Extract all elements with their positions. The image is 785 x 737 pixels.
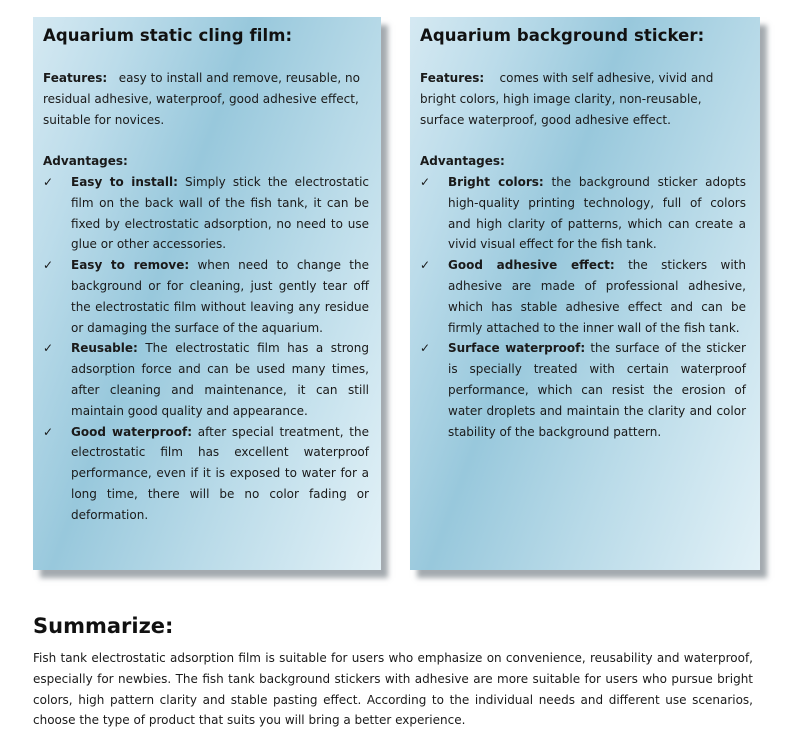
- item-label: Surface waterproof:: [448, 341, 586, 356]
- background-sticker-card: [410, 17, 760, 570]
- list-item: [420, 172, 746, 255]
- item-text: after special treatment, the electrostatic film has excellent waterproof performance, even if it is exposed to water for a long time, there will be no color fading or deformation.: [71, 424, 369, 522]
- list-item: [420, 255, 746, 338]
- summary-title: Summarize:: [33, 614, 174, 638]
- item-text: the background sticker adopts high-quality printing technology, full of colors and high clarity of patterns, which can create a vivid visual effect for the fish tank.: [448, 175, 746, 252]
- item-text: the stickers with adhesive are made of professional adhesive, which has stable adhesive effect and can be firmly attached to the inner wall of the fish tank.: [448, 258, 746, 335]
- advantages-label: Advantages:: [420, 154, 505, 168]
- list-item: [43, 422, 369, 526]
- features-text: easy to install and remove, reusable, no residual adhesive, waterproof, good adhesive effect, suitable for novices.: [43, 71, 360, 127]
- advantages-list: [43, 172, 369, 526]
- features-label: Features:: [43, 71, 108, 85]
- features-paragraph: [420, 68, 746, 130]
- check-icon: ✓: [43, 341, 54, 356]
- item-label: Reusable:: [71, 341, 138, 356]
- item-text: the surface of the sticker is specially treated with certain waterproof performance, which can resist the erosion of water droplets and maintain the clarity and color stability of the background pattern.: [448, 341, 746, 439]
- check-icon: ✓: [43, 258, 54, 273]
- advantages-label: Advantages:: [43, 154, 128, 168]
- summary-paragraph: Fish tank electrostatic adsorption film is suitable for users who emphasize on convenience, reusability and waterproof, especially for newbies. The fish tank background stickers with adhesive are more suitable for users who pursue bright colors, high pattern clarity and stable pasting effect. According to the individual needs and different use scenarios, choose the type of product that suits you will bring a better experience.: [33, 651, 753, 728]
- card-title: Aquarium static cling film:: [43, 26, 293, 45]
- item-text: when need to change the background or for cleaning, just gently tear off the electrostatic film without leaving any residue or damaging the surface of the aquarium.: [71, 258, 369, 335]
- features-text: comes with self adhesive, vivid and bright colors, high image clarity, non-reusable, surface waterproof, good adhesive effect.: [420, 71, 714, 127]
- item-label: Easy to install:: [71, 175, 178, 189]
- check-icon: ✓: [43, 175, 54, 189]
- check-icon: ✓: [420, 175, 431, 189]
- card-title: Aquarium background sticker:: [420, 26, 705, 45]
- list-item: [43, 255, 369, 338]
- list-item: [420, 338, 746, 442]
- features-paragraph: [43, 68, 368, 130]
- item-label: Good waterproof:: [71, 424, 193, 439]
- check-icon: ✓: [420, 341, 431, 356]
- advantages-list: [420, 172, 746, 442]
- item-label: Good adhesive effect:: [448, 258, 615, 273]
- static-cling-film-card: [33, 17, 381, 570]
- check-icon: ✓: [420, 258, 431, 273]
- check-icon: ✓: [43, 424, 54, 439]
- item-label: Easy to remove:: [71, 258, 190, 273]
- item-text: The electrostatic film has a strong adsorption force and can be used many times, after cleaning and maintenance, it can still maintain good quality and appearance.: [71, 341, 369, 418]
- features-label: Features:: [420, 71, 485, 85]
- list-item: [43, 172, 369, 255]
- item-label: Bright colors:: [448, 175, 544, 189]
- list-item: [43, 338, 369, 421]
- item-text: Simply stick the electrostatic film on the back wall of the fish tank, it can be fixed by electrostatic adsorption, no need to use glue or other accessories.: [71, 175, 369, 252]
